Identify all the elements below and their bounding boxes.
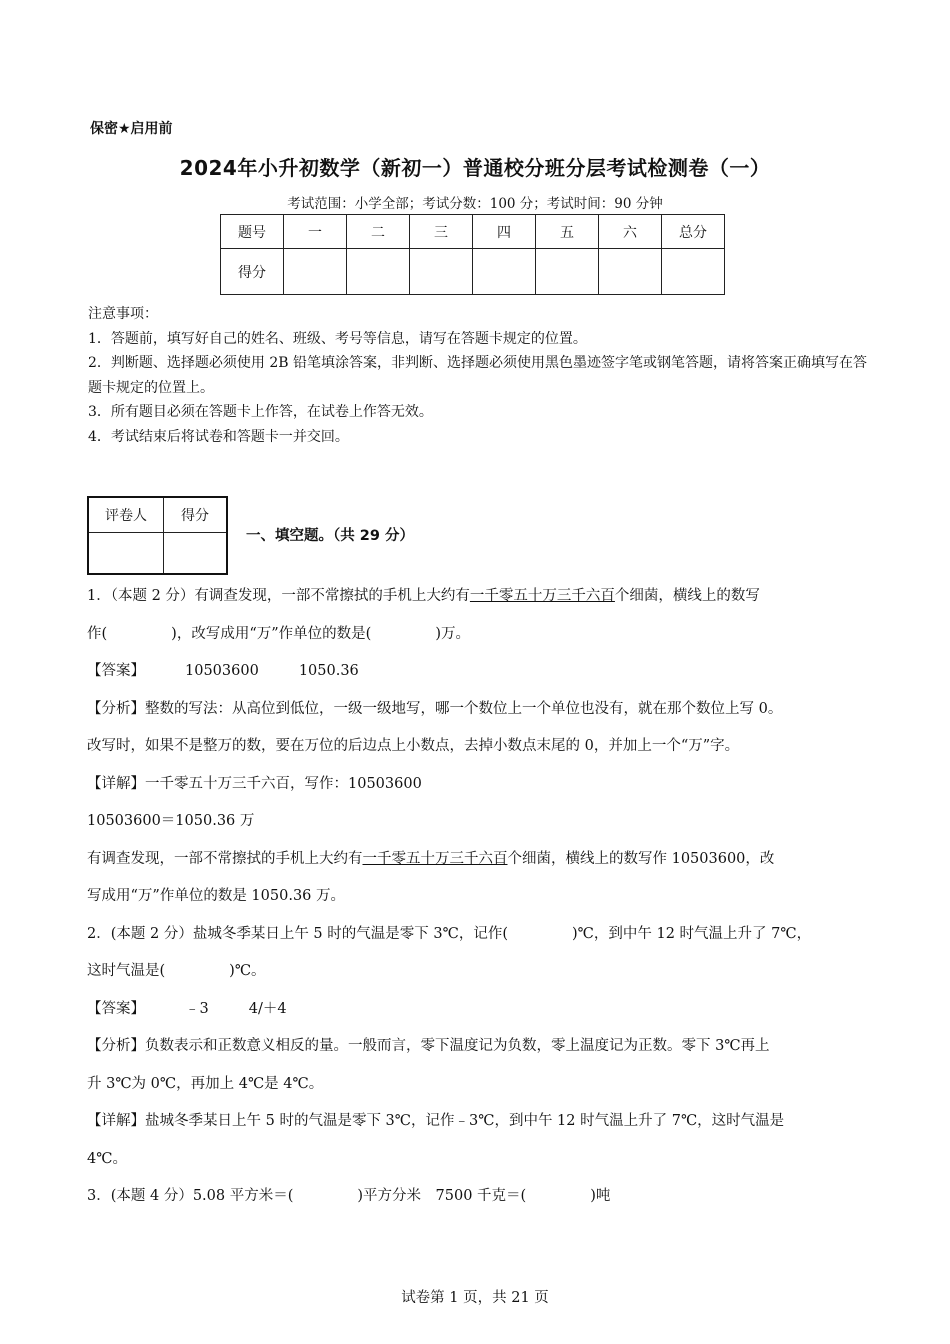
answer-label: 【答案】 — [87, 1000, 145, 1017]
q2-detail — [87, 1103, 867, 1141]
grader-header-cell: 评卷人 — [88, 497, 164, 533]
q1-underlined-number: 一千零五十万三千六百 — [469, 588, 615, 604]
q1-analysis — [87, 728, 867, 766]
notes-heading: 注意事项： — [88, 306, 158, 322]
q1-stem-text: 1．（本题 2 分）有调查发现，一部不常擦拭的手机上大约有 — [87, 588, 470, 604]
q1-detail — [87, 766, 867, 804]
notes-item: 1．答题前，填写好自己的姓名、班级、考号等信息，请写在答题卡规定的位置。 — [88, 330, 587, 347]
q1-stem-text: )万。 — [435, 625, 470, 642]
q3-stem-text: 3．(本题 4 分）5.08 平方米＝( — [87, 1188, 294, 1204]
score-table-score-row — [221, 249, 725, 295]
q3-stem-text: )吨 — [590, 1188, 611, 1204]
grader-cell — [88, 533, 164, 575]
q2-stem-text: )℃，到中午 12 时气温上升了 7℃， — [571, 925, 812, 942]
grader-cell — [164, 533, 228, 575]
q1-stem-text: 个细菌，横线上的数写 — [614, 588, 760, 604]
notes-item: 3．所有题目必须在答题卡上作答，在试卷上作答无效。 — [88, 404, 433, 420]
q1-stem-text: 作( — [87, 625, 108, 642]
score-cell — [473, 249, 536, 295]
analysis-text: 负数表示和正数意义相反的量。一般而言，零下温度记为负数，零上温度记为正数。零下 3℃再上 — [145, 1038, 770, 1054]
analysis-text: 升 3℃为 0℃，再加上 4℃是 4℃。 — [87, 1075, 324, 1092]
detail-text: 个细菌，横线上的数写作 10503600，改 — [507, 850, 775, 867]
score-cell — [599, 249, 662, 295]
grader-score-row — [88, 533, 227, 575]
score-cell — [410, 249, 473, 295]
analysis-label: 【分析】 — [87, 1038, 145, 1054]
q2-detail — [87, 1141, 867, 1179]
answer-value: ﹣3 — [185, 1000, 209, 1017]
analysis-label: 【分析】 — [87, 700, 145, 717]
page-footer: 试卷第 1 页，共 21 页 — [401, 1290, 549, 1306]
score-header-cell: 三 — [410, 215, 473, 249]
q1-stem-text: )，改写成用“万”作单位的数是( — [171, 625, 372, 642]
q1-stem-line — [87, 578, 867, 616]
question-content — [87, 578, 867, 1216]
q1-analysis — [87, 691, 867, 729]
answer-value: 1050.36 — [298, 663, 359, 679]
q2-answer — [87, 991, 867, 1029]
answer-label: 【答案】 — [87, 663, 145, 679]
answer-value: 10503600 — [185, 663, 259, 679]
q1-detail — [87, 803, 867, 841]
q2-stem-line — [87, 953, 867, 991]
q1-detail — [87, 841, 867, 879]
score-cell — [536, 249, 599, 295]
detail-text: 有调查发现，一部不常擦拭的手机上大约有 — [87, 850, 363, 867]
q1-answer — [87, 653, 867, 691]
score-row-label: 得分 — [221, 249, 284, 295]
grader-header-cell: 得分 — [164, 497, 228, 533]
score-header-cell: 四 — [473, 215, 536, 249]
section-title: 一、填空题。（共 29 分） — [246, 528, 415, 544]
score-header-cell: 二 — [347, 215, 410, 249]
score-header-cell: 一 — [284, 215, 347, 249]
q1-detail — [87, 878, 867, 916]
grader-header-row — [88, 497, 227, 533]
detail-text: 4℃。 — [87, 1150, 127, 1167]
detail-text: 盐城冬季某日上午 5 时的气温是零下 3℃，记作﹣3℃，到中午 12 时气温上升了 7℃，这时气温是 — [145, 1113, 785, 1129]
notes-item: 2．判断题、选择题必须使用 2B 铅笔填涂答案，非判断、选择题必须使用黑色墨迹签字笔或钢笔答题，请将答案正确填写在答题卡规定的位置上。 — [88, 355, 867, 396]
q2-stem-text: )℃。 — [229, 963, 266, 979]
score-cell — [284, 249, 347, 295]
grader-table — [87, 496, 228, 575]
detail-text: 写成用“万”作单位的数是 1050.36 万。 — [87, 888, 346, 904]
notes — [88, 302, 868, 449]
q2-stem-line — [87, 916, 867, 954]
q3-stem-text: )平方分米 7500 千克＝( — [357, 1188, 527, 1204]
q3-stem-line — [87, 1178, 867, 1216]
score-cell — [347, 249, 410, 295]
exam-info: 考试范围：小学全部；考试分数：100 分；考试时间：90 分钟 — [287, 196, 663, 212]
detail-underlined-number: 一千零五十万三千六百 — [362, 850, 508, 867]
score-header-cell: 五 — [536, 215, 599, 249]
score-table-header-row — [221, 215, 725, 249]
analysis-text: 整数的写法：从高位到低位，一级一级地写，哪一个数位上一个单位也没有，就在那个数位上写 0。 — [145, 700, 783, 717]
q2-stem-text: 这时气温是( — [87, 963, 166, 979]
detail-label: 【详解】 — [87, 775, 145, 792]
detail-label: 【详解】 — [87, 1113, 145, 1129]
score-header-cell: 题号 — [221, 215, 284, 249]
score-header-cell: 六 — [599, 215, 662, 249]
q2-analysis — [87, 1028, 867, 1066]
score-header-cell: 总分 — [662, 215, 725, 249]
q2-analysis — [87, 1066, 867, 1104]
notes-item: 4．考试结束后将试卷和答题卡一并交回。 — [88, 428, 349, 445]
analysis-text: 改写时，如果不是整万的数，要在万位的后边点上小数点，去掉小数点末尾的 0，并加上一个“万”字。 — [87, 738, 740, 754]
score-table — [220, 214, 725, 295]
q2-stem-text: 2．(本题 2 分）盐城冬季某日上午 5 时的气温是零下 3℃，记作( — [87, 925, 508, 942]
detail-text: 10503600＝1050.36 万 — [87, 813, 255, 829]
score-cell — [662, 249, 725, 295]
confidential-label: 保密★启用前 — [90, 121, 173, 137]
detail-text: 一千零五十万三千六百，写作：10503600 — [145, 775, 422, 792]
page-title: 2024年小升初数学（新初一）普通校分班分层考试检测卷（一） — [179, 156, 771, 180]
q1-stem-line — [87, 616, 867, 654]
answer-value: 4/＋4 — [248, 1000, 287, 1017]
